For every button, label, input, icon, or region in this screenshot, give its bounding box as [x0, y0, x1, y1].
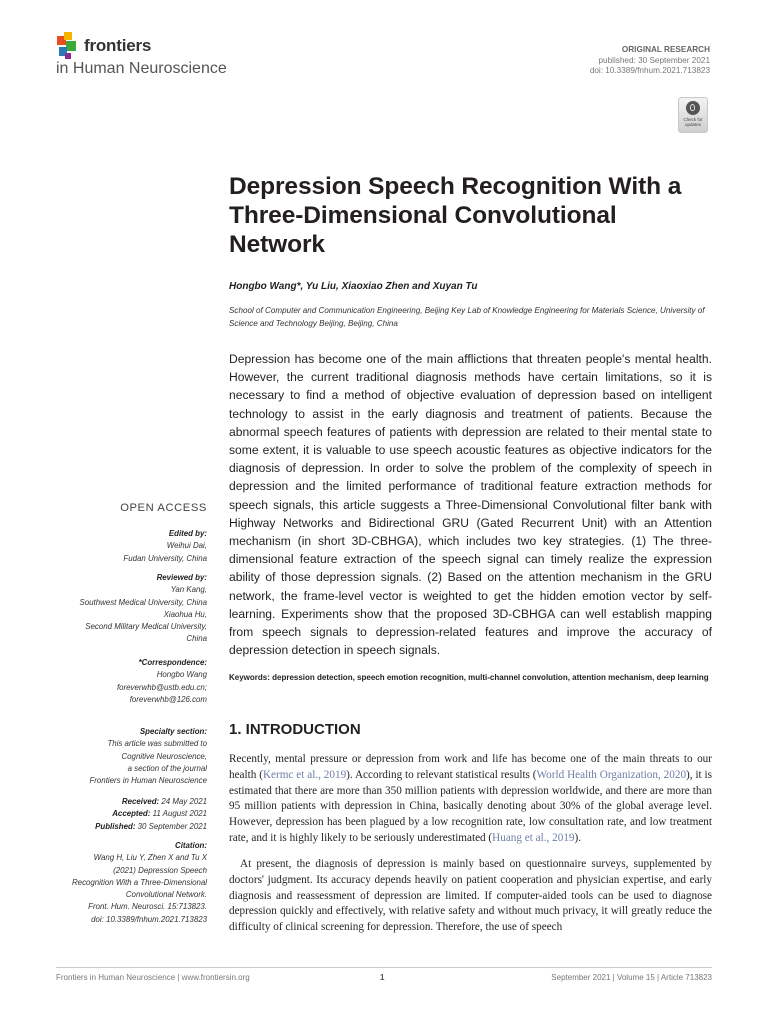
check-for-updates-badge[interactable]: [678, 97, 708, 133]
edited-by-label: Edited by:: [168, 529, 207, 538]
reviewer-line: Xiaohua Hu,: [163, 609, 207, 619]
intro-paragraph-1: [229, 752, 712, 847]
journal-brand: frontiers: [84, 36, 152, 55]
citation-line: Recognition With a Three-Dimensional: [71, 877, 207, 887]
specialty-line: This article was submitted to: [107, 739, 207, 749]
specialty-line: a section of the journal: [127, 763, 207, 773]
editor-line: Fudan University, China: [123, 553, 207, 563]
dates-block: [37, 796, 207, 833]
reviewer-line: Yan Kang,: [170, 585, 207, 595]
logo-square-green: [66, 41, 76, 51]
logo-square-yellow: [64, 32, 72, 40]
footer-issue-info: September 2021 | Volume 15 | Article 713823: [551, 973, 712, 982]
correspondence-block: [37, 657, 207, 706]
accepted-value: 11 August 2021: [152, 809, 207, 819]
check-updates-icon: [686, 101, 700, 115]
reviewer-line: Second Military Medical University,: [85, 622, 207, 632]
citation-block: [37, 840, 207, 926]
citation-line: Wang H, Liu Y, Zhen X and Tu X: [93, 853, 207, 863]
editor-line: Weihui Dai,: [166, 541, 207, 551]
frontiers-logo-icon: [55, 32, 81, 62]
check-updates-label: Check for updates: [683, 117, 703, 127]
received-date: [37, 796, 207, 808]
specialty-label: Specialty section:: [139, 727, 207, 736]
correspondence-email[interactable]: foreverwhb@126.com: [129, 694, 207, 704]
affiliation: School of Computer and Communication Engineering, Beijing Key Lab of Knowledge Engineering for Materials Science, University of Science and Technology Beijing, Beijing, China: [229, 306, 705, 328]
published-date-side: [37, 821, 207, 833]
footer-journal-link[interactable]: Frontiers in Human Neuroscience | www.frontiersin.org: [56, 973, 250, 982]
abstract: Depression has become one of the main afflictions that threaten people's mental health. However, the current traditional diagnosis methods have certain limitations, so it is necessary to find a method of objective evaluation of depression based on intelligent technology to assist in the early diagnosis and treatment of patients. Because the abnormal speech features of patients with depression are related to their mental state to some extent, it is valuable to use speech acoustic features as objective indicators for the diagnosis of depression. In order to solve the problem of the complexity of speech in depression and the limited performance of traditional feature extraction methods for speech signals, this article suggests a Three-Dimensional Convolutional filter bank with Highway Networks and Bidirectional GRU (Gated Recurrent Unit) with an Attention mechanism (in short 3D-CBHGA), which includes two key strategies. (1) The three-dimensional feature extraction of the speech signal can timely realize the expression ability of those depression signals. (2) Based on the attention mechanism in the GRU network, the frame-level vector is weighted to get the hidden emotion vector by self-learning. Experiments show that the proposed 3D-CBHGA can well establish mapping from speech signals to depression-related features and improve the accuracy of depression detection in speech signals.: [229, 352, 712, 658]
citation-link[interactable]: World Health Organization, 2020: [536, 768, 687, 781]
specialty-line: Cognitive Neuroscience,: [121, 751, 207, 761]
accepted-date: [37, 808, 207, 820]
text-run: Recently, mental pressure or depression from work and life has become one of the main threats to our health (: [229, 753, 712, 781]
footer-divider: [56, 967, 712, 968]
reviewer-line: China: [186, 634, 207, 644]
reviewed-by-label: Reviewed by:: [156, 573, 207, 582]
received-label: Received:: [121, 797, 160, 806]
correspondence-email[interactable]: foreverwhb@ustb.edu.cn;: [116, 682, 207, 692]
correspondence-label: *Correspondence:: [138, 658, 207, 667]
page-number: 1: [380, 973, 385, 982]
citation-link[interactable]: Huang et al., 2019: [492, 831, 575, 844]
specialty-section-block: [37, 726, 207, 787]
text-run: ).: [574, 831, 582, 844]
edited-by-block: [37, 528, 207, 565]
published-label: Published:: [95, 821, 136, 831]
doi-header: doi: 10.3389/fnhum.2021.713823: [589, 66, 710, 75]
correspondence-line: Hongbo Wang: [156, 670, 207, 680]
citation-line: (2021) Depression Speech: [113, 865, 207, 875]
specialty-line: Frontiers in Human Neuroscience: [89, 776, 207, 786]
citation-doi[interactable]: doi: 10.3389/fnhum.2021.713823: [91, 914, 207, 924]
reviewed-by-block: [37, 572, 207, 646]
article-type: ORIGINAL RESEARCH: [621, 45, 710, 54]
article-title: Depression Speech Recognition With a Three-Dimensional Convolutional Network: [229, 173, 682, 258]
citation-label: Citation:: [175, 841, 207, 850]
received-value: 24 May 2021: [161, 797, 207, 806]
intro-paragraph-2: At present, the diagnosis of depression is mainly based on questionnaire surveys, supplemented by doctors' judgment. Its accuracy depends heavily on patient cooperation and physician expertise, and early diagnosis and reassessment of depression are limited. If computer-aided tools can be used to diagnose depression quickly and effectively, with relative safety and without much privacy, it will greatly reduce the difficulty of clinical screening for depression. Therefore, the use of speech: [229, 858, 712, 934]
accepted-label: Accepted:: [112, 809, 151, 819]
author-list[interactable]: Hongbo Wang*, Yu Liu, Xiaoxiao Zhen and Xuyan Tu: [229, 281, 478, 292]
journal-name: in Human Neuroscience: [56, 60, 227, 77]
text-run: ), it is estimated that there are more than 350 million patients with depression worldwide, and there are more than 95 million patients with depression in China, basically denoting about 30% of the global average level. However, depression has been plagued by a low recognition rate, low consultation rate, and low treatment rate, and it is highly likely to be seriously underestimated (: [229, 768, 713, 844]
keywords: Keywords: depression detection, speech emotion recognition, multi-channel convolution, attention mechanism, deep learning: [229, 673, 709, 682]
published-value: 30 September 2021: [137, 821, 207, 831]
published-date: published: 30 September 2021: [598, 56, 710, 65]
text-run: ). According to relevant statistical results (: [346, 768, 537, 781]
citation-link[interactable]: Kermc et al., 2019: [262, 768, 347, 781]
citation-line: Convolutional Network.: [125, 890, 207, 900]
reviewer-line: Southwest Medical University, China: [79, 597, 207, 607]
citation-line: Front. Hum. Neurosci. 15:713823.: [88, 902, 207, 912]
open-access-label: OPEN ACCESS: [120, 502, 207, 514]
section-heading-introduction: 1. INTRODUCTION: [229, 721, 361, 738]
